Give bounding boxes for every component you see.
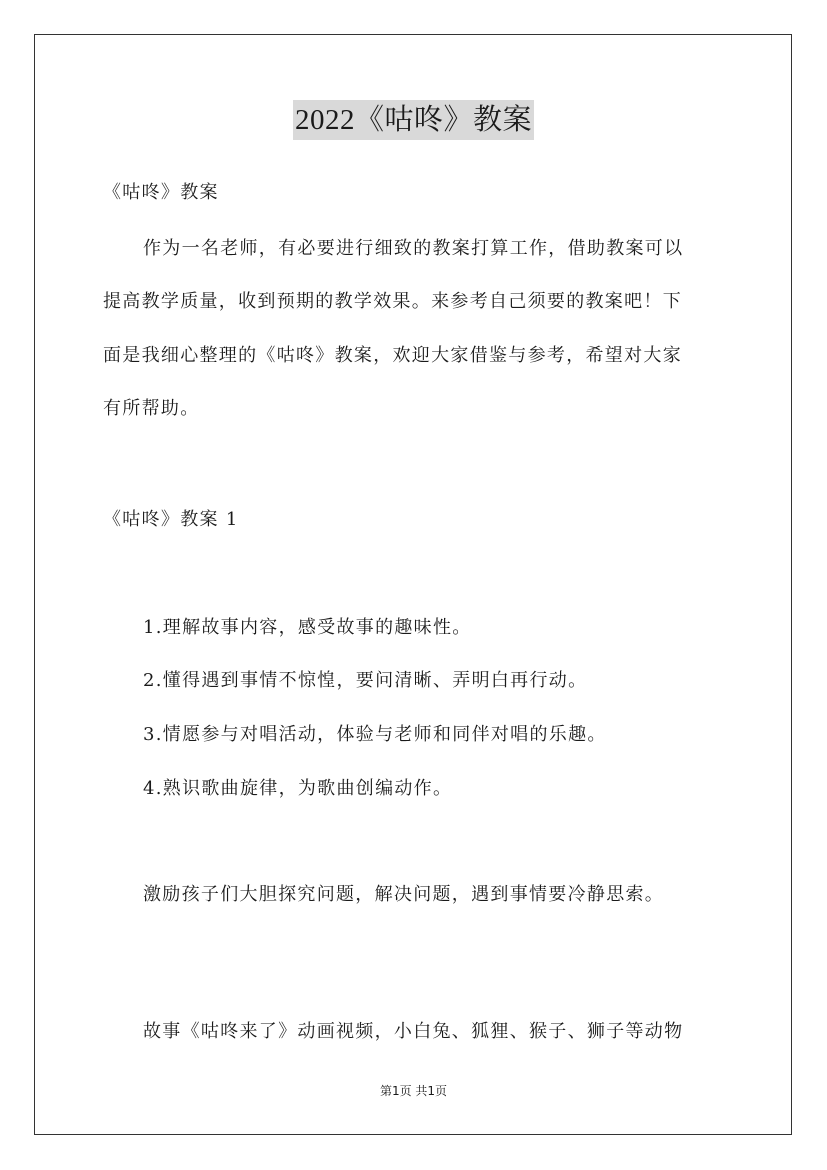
- materials-line: 故事《咕咚来了》动画视频，小白兔、狐狸、猴子、狮子等动物: [143, 1021, 684, 1042]
- page-number-footer: 第1页 共1页: [379, 1084, 448, 1098]
- document-subtitle: 《咕咚》教案: [103, 182, 219, 203]
- intro-line-4: 有所帮助。: [103, 398, 200, 419]
- goal-item-4: 4.熟识歌曲旋律，为歌曲创编动作。: [143, 778, 453, 799]
- intro-line-3: 面是我细心整理的《咕咚》教案，欢迎大家借鉴与参考，希望对大家: [103, 345, 682, 366]
- section-heading: 《咕咚》教案 1: [103, 509, 239, 530]
- title-container: [0, 100, 827, 140]
- goal-item-1: 1.理解故事内容，感受故事的趣味性。: [143, 617, 472, 638]
- goal-item-3: 3.情愿参与对唱活动，体验与老师和同伴对唱的乐趣。: [143, 724, 607, 745]
- intro-line-2: 提高教学质量，收到预期的教学效果。来参考自己须要的教案吧！下: [103, 291, 682, 312]
- goal-item-2: 2.懂得遇到事情不惊惶，要问清晰、弄明白再行动。: [143, 670, 588, 691]
- intro-line-1: 作为一名老师，有必要进行细致的教案打算工作，借助教案可以: [143, 238, 684, 259]
- focus-line: 激励孩子们大胆探究问题，解决问题，遇到事情要冷静思索。: [143, 884, 665, 905]
- document-title[interactable]: 2022《咕咚》教案: [293, 100, 534, 140]
